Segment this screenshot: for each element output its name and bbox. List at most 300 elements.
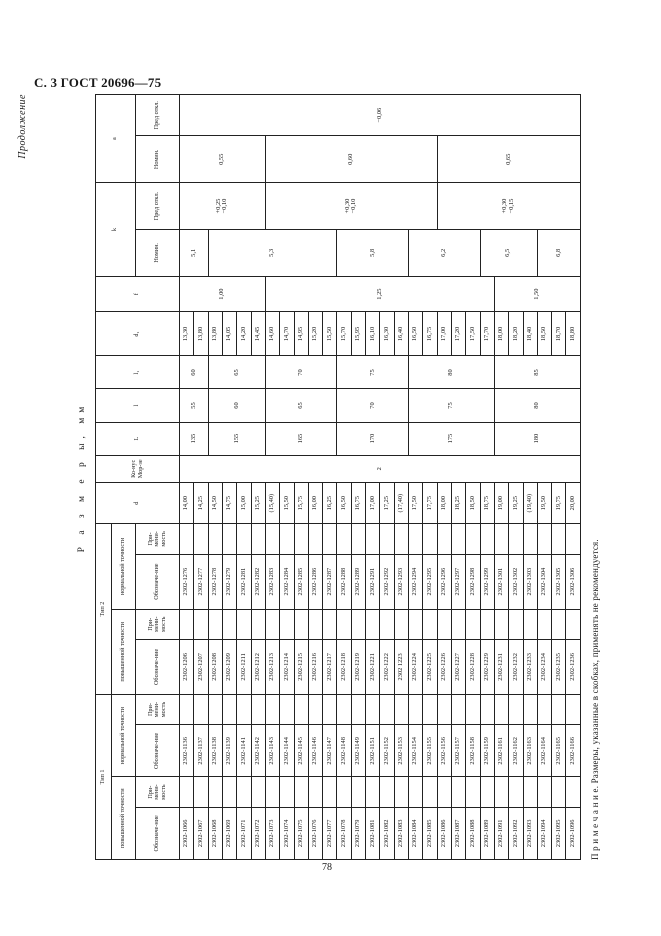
applicability-cell	[480, 609, 494, 639]
d-header: d	[96, 483, 180, 524]
applicability-cell	[537, 609, 551, 639]
applicability-cell	[265, 694, 279, 724]
designation-cell: 2302-1218	[337, 639, 351, 694]
designation-cell: 2302-1219	[351, 639, 365, 694]
applicability-cell	[437, 524, 451, 554]
d-cell: (17,40)	[394, 483, 408, 524]
d1-cell: 18,20	[509, 312, 523, 356]
d1-cell: 17,50	[466, 312, 480, 356]
d-cell: 19,75	[552, 483, 566, 524]
col-designation: Обозначе-ние	[136, 807, 180, 859]
applicability-cell	[351, 524, 365, 554]
a_tol-cell: −0,06	[180, 95, 581, 136]
t1-higher: повышенной точности	[112, 777, 136, 860]
designation-cell: 2302-1069	[222, 807, 236, 859]
designation-cell: 2302-1154	[409, 725, 423, 777]
designation-cell: 2302-1303	[523, 554, 537, 609]
designation-cell: 2302-1138	[208, 725, 222, 777]
applicability-cell	[265, 777, 279, 807]
applicability-cell	[523, 524, 537, 554]
applicability-cell	[552, 694, 566, 724]
t2-normal: нормальной точности	[112, 524, 136, 609]
applicability-cell	[509, 524, 523, 554]
designation-cell: 2302-1094	[537, 807, 551, 859]
applicability-cell	[294, 524, 308, 554]
d-cell: 18,00	[437, 483, 451, 524]
applicability-cell	[337, 777, 351, 807]
designation-cell: 2302-1142	[251, 725, 265, 777]
a_nom-cell: 0,60	[265, 136, 437, 183]
applicability-cell	[180, 524, 194, 554]
designation-cell: 2302-1089	[480, 807, 494, 859]
applicability-cell	[394, 777, 408, 807]
l-cell: 75	[409, 389, 495, 422]
L-cell: 170	[337, 422, 409, 455]
applicability-cell	[237, 777, 251, 807]
d1-cell: 18,40	[523, 312, 537, 356]
applicability-cell	[194, 609, 208, 639]
applicability-cell	[437, 694, 451, 724]
designation-cell: 2302-1231	[494, 639, 508, 694]
d-cell: 20,00	[566, 483, 581, 524]
designation-cell: 2302-1078	[337, 807, 351, 859]
applicability-cell	[437, 609, 451, 639]
designation-cell: 2302-1288	[337, 554, 351, 609]
applicability-cell	[237, 524, 251, 554]
designation-cell: 2302-1292	[380, 554, 394, 609]
designation-cell: 2302-1137	[194, 725, 208, 777]
d-cell: 14,75	[222, 483, 236, 524]
d1-cell: 16,30	[380, 312, 394, 356]
designation-cell: 2302-1166	[566, 725, 581, 777]
applicability-cell	[180, 609, 194, 639]
applicability-cell	[380, 777, 394, 807]
designation-cell: 2302-1234	[537, 639, 551, 694]
designation-cell: 2302-1152	[380, 725, 394, 777]
designation-cell: 2302-1148	[337, 725, 351, 777]
l1-cell: 85	[494, 356, 580, 389]
applicability-cell	[323, 777, 337, 807]
d1-cell: 14,70	[280, 312, 294, 356]
designation-cell: 2302-1088	[466, 807, 480, 859]
k-tolerance: Пред откл.	[136, 183, 180, 230]
d-cell: 17,25	[380, 483, 394, 524]
f-cell: 1,00	[180, 276, 266, 312]
k_tol-cell: +0,30 −0,15	[437, 183, 580, 230]
applicability-cell	[180, 694, 194, 724]
col-applicability: При-мени-мость	[136, 777, 180, 807]
applicability-cell	[552, 777, 566, 807]
applicability-cell	[409, 777, 423, 807]
d-cell: 18,50	[466, 483, 480, 524]
applicability-cell	[251, 694, 265, 724]
designation-cell: 2302-1073	[265, 807, 279, 859]
applicability-cell	[265, 609, 279, 639]
designation-cell: 2302-1145	[294, 725, 308, 777]
designation-cell: 2302-1285	[294, 554, 308, 609]
designation-cell: 2302-1227	[451, 639, 465, 694]
applicability-cell	[451, 524, 465, 554]
l-cell: 65	[265, 389, 337, 422]
d-cell: 17,50	[409, 483, 423, 524]
designation-cell: 2302-1136	[180, 725, 194, 777]
applicability-cell	[380, 524, 394, 554]
d1-cell: 15,70	[337, 312, 351, 356]
applicability-cell	[409, 694, 423, 724]
applicability-cell	[451, 694, 465, 724]
designation-cell: 2302-1149	[351, 725, 365, 777]
designation-cell: 2302-1095	[552, 807, 566, 859]
applicability-cell	[494, 777, 508, 807]
designation-cell: 2302-1087	[451, 807, 465, 859]
applicability-cell	[337, 609, 351, 639]
designation-cell: 2302-1079	[351, 807, 365, 859]
d1-cell: 16,75	[423, 312, 437, 356]
table-note: П р и м е ч а н и е. Размеры, указанные в скобках, применять не рекомендуется.	[590, 539, 600, 860]
d-cell: 17,75	[423, 483, 437, 524]
l-cell: 60	[208, 389, 265, 422]
d1-cell: 14,45	[251, 312, 265, 356]
applicability-cell	[409, 524, 423, 554]
d1-cell: 15,95	[351, 312, 365, 356]
a-tolerance: Пред откл.	[136, 95, 180, 136]
applicability-cell	[451, 777, 465, 807]
applicability-cell	[566, 609, 581, 639]
designation-cell: 2302-1282	[251, 554, 265, 609]
col-applicability: При-мени-мость	[136, 609, 180, 639]
designation-cell: 2302-1279	[222, 554, 236, 609]
l1-cell: 70	[265, 356, 337, 389]
designation-cell: 2302-1295	[423, 554, 437, 609]
d1-cell: 15,50	[323, 312, 337, 356]
designation-cell: 2302-1083	[394, 807, 408, 859]
f-cell: 1,25	[265, 276, 494, 312]
d1-cell: 14,20	[237, 312, 251, 356]
col-applicability: При-мени-мость	[136, 694, 180, 724]
applicability-cell	[308, 609, 322, 639]
L-cell: 175	[409, 422, 495, 455]
a-nominal: Номин.	[136, 136, 180, 183]
d1-cell: 14,60	[265, 312, 279, 356]
designation-cell: 2302-1235	[552, 639, 566, 694]
applicability-cell	[294, 694, 308, 724]
applicability-cell	[451, 609, 465, 639]
page-header: С. 3 ГОСТ 20696—75	[34, 75, 162, 90]
designation-cell: 2302-1277	[194, 554, 208, 609]
applicability-cell	[323, 694, 337, 724]
designation-cell: 2302-1296	[437, 554, 451, 609]
t2-higher: повышенной точности	[112, 609, 136, 694]
applicability-cell	[194, 777, 208, 807]
applicability-cell	[280, 777, 294, 807]
l1-cell: 60	[180, 356, 209, 389]
k_nom-cell: 5,3	[208, 229, 337, 276]
d-cell: 16,25	[323, 483, 337, 524]
applicability-cell	[280, 609, 294, 639]
designation-cell: 2302-1228	[466, 639, 480, 694]
designation-cell: 2302-1211	[237, 639, 251, 694]
l-header: l	[96, 389, 180, 422]
applicability-cell	[308, 524, 322, 554]
d-cell: 19,50	[537, 483, 551, 524]
applicability-cell	[537, 524, 551, 554]
applicability-cell	[251, 524, 265, 554]
designation-cell: 2302-1281	[237, 554, 251, 609]
col-designation: Обозначе-ние	[136, 725, 180, 777]
designation-cell: 2302-1213	[265, 639, 279, 694]
designation-cell: 2302-1236	[566, 639, 581, 694]
applicability-cell	[509, 777, 523, 807]
k_nom-cell: 6,5	[480, 229, 537, 276]
designation-cell: 2302-1229	[480, 639, 494, 694]
k_tol-cell: +0,25 −0,10	[180, 183, 266, 230]
applicability-cell	[466, 524, 480, 554]
designation-cell: 2302-1077	[323, 807, 337, 859]
applicability-cell	[294, 777, 308, 807]
k-header: k	[96, 183, 136, 277]
designation-cell: 2302-1156	[437, 725, 451, 777]
l-cell: 55	[180, 389, 209, 422]
rotated-table-area	[17, 94, 600, 860]
l-cell: 70	[337, 389, 409, 422]
designation-cell: 2302-1214	[280, 639, 294, 694]
col-applicability: При-мени-мость	[136, 524, 180, 554]
a-header: a	[96, 95, 136, 183]
applicability-cell	[537, 777, 551, 807]
applicability-cell	[566, 694, 581, 724]
applicability-cell	[237, 694, 251, 724]
applicability-cell	[394, 694, 408, 724]
applicability-cell	[251, 609, 265, 639]
designation-cell: 2302-1147	[323, 725, 337, 777]
applicability-cell	[294, 609, 308, 639]
d1-cell: 13,30	[180, 312, 194, 356]
designation-cell: 2302-1293	[394, 554, 408, 609]
applicability-cell	[494, 524, 508, 554]
designation-cell: 2302-1143	[265, 725, 279, 777]
designation-cell: 2302-1081	[366, 807, 380, 859]
designation-cell: 2302-1092	[509, 807, 523, 859]
d-cell: 16,50	[337, 483, 351, 524]
l1-header: l₁	[96, 356, 180, 389]
l-cell: 80	[494, 389, 580, 422]
k-nominal: Номин.	[136, 229, 180, 276]
designation-cell: 2302-1161	[494, 725, 508, 777]
designation-cell: 2302-1209	[222, 639, 236, 694]
d-cell: 15,75	[294, 483, 308, 524]
applicability-cell	[351, 777, 365, 807]
a_nom-cell: 0,55	[180, 136, 266, 183]
designation-cell: 2302-1082	[380, 807, 394, 859]
applicability-cell	[366, 524, 380, 554]
d1-cell: 14,95	[294, 312, 308, 356]
applicability-cell	[323, 524, 337, 554]
designation-cell: 2302-1301	[494, 554, 508, 609]
designation-cell: 2302-1225	[423, 639, 437, 694]
applicability-cell	[466, 777, 480, 807]
applicability-cell	[509, 694, 523, 724]
designation-cell: 2302-1074	[280, 807, 294, 859]
applicability-cell	[523, 694, 537, 724]
designation-cell: 2302-1302	[509, 554, 523, 609]
designation-cell: 2302-1216	[308, 639, 322, 694]
applicability-cell	[537, 694, 551, 724]
applicability-cell	[423, 694, 437, 724]
t1-normal: нормальной точности	[112, 694, 136, 777]
applicability-cell	[280, 694, 294, 724]
designation-cell: 2302-1164	[537, 725, 551, 777]
applicability-cell	[351, 609, 365, 639]
applicability-cell	[251, 777, 265, 807]
applicability-cell	[222, 777, 236, 807]
applicability-cell	[394, 524, 408, 554]
morse-cell: 2	[180, 455, 581, 483]
designation-cell: 2302-1224	[409, 639, 423, 694]
L-cell: 165	[265, 422, 337, 455]
designation-cell: 2302-1151	[366, 725, 380, 777]
k_tol-cell: +0,30 −0,10	[265, 183, 437, 230]
d1-header: d₁	[96, 312, 180, 356]
applicability-cell	[351, 694, 365, 724]
designation-cell: 2302-1091	[494, 807, 508, 859]
designation-cell: 2302-1096	[566, 807, 581, 859]
applicability-cell	[409, 609, 423, 639]
designation-cell: 2302-1158	[466, 725, 480, 777]
designation-cell: 2302-1144	[280, 725, 294, 777]
type1-header: Тип 1	[96, 694, 112, 859]
designation-cell: 2302-1206	[180, 639, 194, 694]
applicability-cell	[337, 524, 351, 554]
designation-cell: 2302-1153	[394, 725, 408, 777]
applicability-cell	[480, 777, 494, 807]
applicability-cell	[208, 609, 222, 639]
L-cell: 180	[494, 422, 580, 455]
a_nom-cell: 0,65	[437, 136, 580, 183]
designation-cell: 2302-1208	[208, 639, 222, 694]
designation-cell: 2302-1072	[251, 807, 265, 859]
d-cell: 14,25	[194, 483, 208, 524]
l1-cell: 65	[208, 356, 265, 389]
designation-cell: 2302-1207	[194, 639, 208, 694]
applicability-cell	[566, 777, 581, 807]
applicability-cell	[208, 524, 222, 554]
continuation-label: Продолжение	[17, 94, 28, 159]
d-cell: 15,25	[251, 483, 265, 524]
designation-cell: 2302-1085	[423, 807, 437, 859]
designation-cell: 2302-1278	[208, 554, 222, 609]
applicability-cell	[194, 694, 208, 724]
d-cell: 16,75	[351, 483, 365, 524]
l1-cell: 75	[337, 356, 409, 389]
d1-cell: 13,80	[208, 312, 222, 356]
designation-cell: 2302-1067	[194, 807, 208, 859]
designation-cell: 2302-1159	[480, 725, 494, 777]
page-number: 78	[322, 862, 332, 873]
applicability-cell	[480, 694, 494, 724]
designation-cell: 2302-1284	[280, 554, 294, 609]
applicability-cell	[494, 694, 508, 724]
applicability-cell	[380, 694, 394, 724]
k_nom-cell: 5,8	[337, 229, 409, 276]
type2-header: Тип 2	[96, 524, 112, 695]
designation-cell: 2302-1146	[308, 725, 322, 777]
applicability-cell	[423, 609, 437, 639]
designation-cell: 2302-1306	[566, 554, 581, 609]
designation-cell: 2302-1286	[308, 554, 322, 609]
d-cell: 19,25	[509, 483, 523, 524]
d1-cell: 16,40	[394, 312, 408, 356]
d-cell: 15,50	[280, 483, 294, 524]
d-cell: 16,00	[308, 483, 322, 524]
designation-cell: 2302-1086	[437, 807, 451, 859]
table-title: Р а з м е р ы, мм	[77, 401, 87, 553]
designation-cell: 2302-1289	[351, 554, 365, 609]
d1-cell: 18,80	[566, 312, 581, 356]
applicability-cell	[394, 609, 408, 639]
d1-cell: 17,20	[451, 312, 465, 356]
applicability-cell	[366, 609, 380, 639]
designation-cell: 2302-1226	[437, 639, 451, 694]
designation-cell: 2302 1223	[394, 639, 408, 694]
designation-cell: 2302-1215	[294, 639, 308, 694]
applicability-cell	[280, 524, 294, 554]
d1-cell: 18,00	[494, 312, 508, 356]
d-cell: (15,40)	[265, 483, 279, 524]
designation-cell: 2302-1298	[466, 554, 480, 609]
k_nom-cell: 6,8	[537, 229, 580, 276]
designation-cell: 2302-1287	[323, 554, 337, 609]
morse-header: Ко-нус Мор-зе	[96, 455, 180, 483]
designation-cell: 2302-1075	[294, 807, 308, 859]
applicability-cell	[323, 609, 337, 639]
designation-cell: 2302-1162	[509, 725, 523, 777]
designation-cell: 2302-1071	[237, 807, 251, 859]
applicability-cell	[466, 694, 480, 724]
L-cell: 155	[208, 422, 265, 455]
d1-cell: 13,80	[194, 312, 208, 356]
applicability-cell	[265, 524, 279, 554]
d1-cell: 18,70	[552, 312, 566, 356]
designation-cell: 2302-1084	[409, 807, 423, 859]
d1-cell: 16,50	[409, 312, 423, 356]
f-cell: 1,50	[494, 276, 580, 312]
applicability-cell	[523, 777, 537, 807]
applicability-cell	[366, 694, 380, 724]
applicability-cell	[423, 524, 437, 554]
applicability-cell	[466, 609, 480, 639]
applicability-cell	[222, 524, 236, 554]
applicability-cell	[423, 777, 437, 807]
applicability-cell	[337, 694, 351, 724]
applicability-cell	[366, 777, 380, 807]
applicability-cell	[380, 609, 394, 639]
applicability-cell	[308, 694, 322, 724]
applicability-cell	[222, 609, 236, 639]
applicability-cell	[437, 777, 451, 807]
applicability-cell	[566, 524, 581, 554]
designation-cell: 2302-1294	[409, 554, 423, 609]
applicability-cell	[480, 524, 494, 554]
L-cell: 135	[180, 422, 209, 455]
designation-cell: 2302-1233	[523, 639, 537, 694]
applicability-cell	[194, 524, 208, 554]
k_nom-cell: 6,2	[409, 229, 481, 276]
designation-cell: 2302-1297	[451, 554, 465, 609]
d-cell: (19,40)	[523, 483, 537, 524]
designation-cell: 2302-1222	[380, 639, 394, 694]
dimensions-table	[95, 94, 581, 860]
applicability-cell	[552, 524, 566, 554]
